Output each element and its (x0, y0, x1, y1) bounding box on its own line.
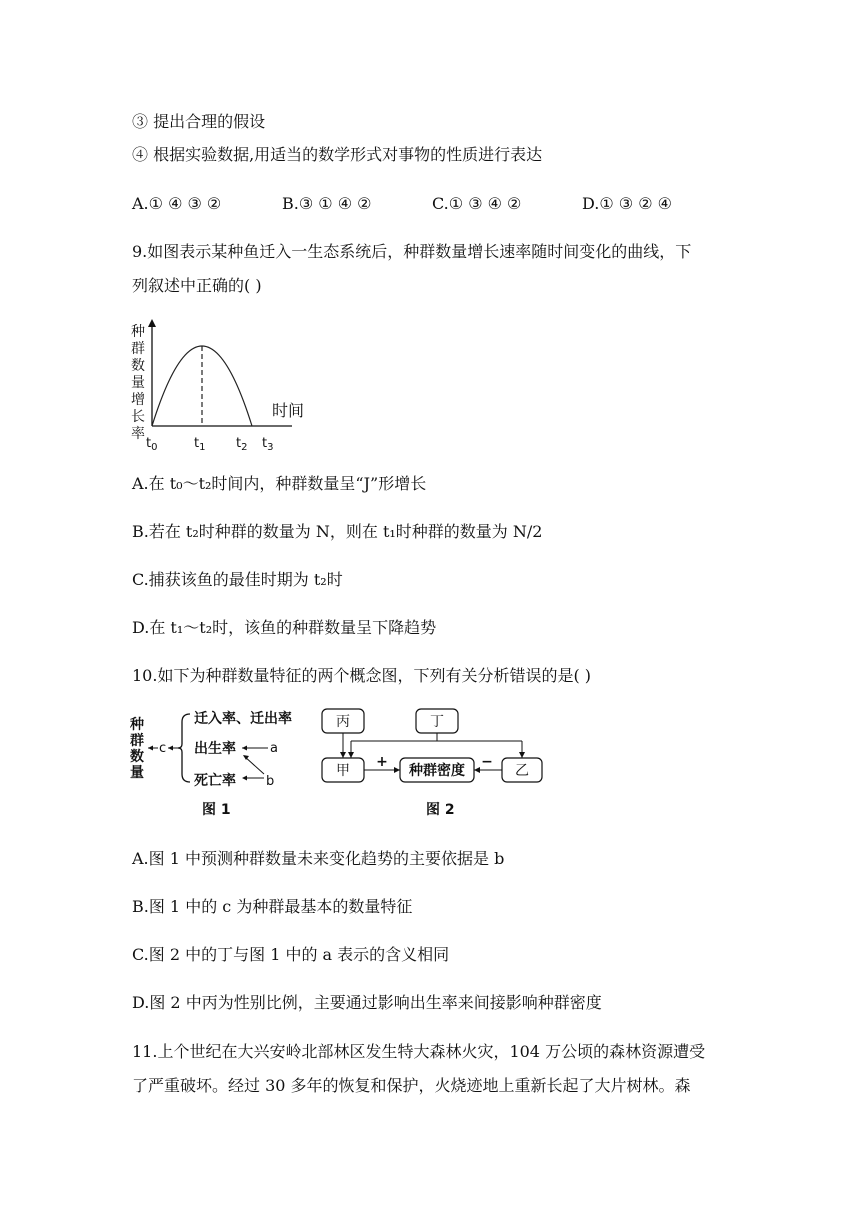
q8-item-3: ③ 提出合理的假设 (132, 112, 266, 131)
q10-fig1-birth-rate: 出生率 (194, 741, 236, 757)
q10-fig2-yi: 乙 (515, 763, 529, 779)
q10-option-a: A.图 1 中预测种群数量未来变化趋势的主要依据是 b (132, 849, 505, 868)
q8-option-d: D.① ③ ② ④ (582, 194, 672, 213)
q9-x-label: 时间 (272, 401, 305, 420)
q10-fig2-minus: − (481, 754, 493, 770)
q10-fig2-arrowhead (340, 752, 346, 758)
q10-fig2-arrowhead (519, 752, 525, 758)
q9-option-b: B.若在 t₂时种群的数量为 N，则在 t₁时种群的数量为 N/2 (132, 522, 543, 541)
q9-stem-line-1: 9.如图表示某种鱼迁入一生态系统后，种群数量增长速率随时间变化的曲线，下 (132, 242, 692, 261)
q10-figure-2 (316, 704, 552, 820)
q9-growth-rate-figure (124, 316, 324, 456)
q10-fig1-c: c (159, 741, 167, 756)
q9-tick-t1: $t_1$ (194, 436, 206, 453)
q10-fig1-a: a (270, 741, 278, 756)
q9-y-axis-arrow (148, 319, 156, 327)
q9-y-label-char: 种 (131, 324, 145, 340)
q10-fig2-plus: + (376, 754, 388, 770)
q9-stem-line-2: 列叙述中正确的( ) (132, 276, 262, 295)
q10-fig1-arrow-b-birth (244, 756, 264, 774)
q8-item-4: ④ 根据实验数据,用适当的数学形式对事物的性质进行表达 (132, 145, 543, 164)
q10-fig1-arrowhead (168, 746, 173, 751)
q11-stem-line-1: 11.上个世纪在大兴安岭北部林区发生特大森林火灾，104 万公顷的森林资源遭受 (132, 1042, 706, 1061)
q9-option-a: A.在 t₀～t₂时间内，种群数量呈“J”形增长 (132, 474, 427, 493)
q8-option-a: A.① ④ ③ ② (132, 194, 222, 213)
q9-y-label-char: 数 (131, 358, 145, 374)
q9-y-label-char: 量 (131, 375, 145, 391)
q10-option-d: D.图 2 中丙为性别比例，主要通过影响出生率来间接影响种群密度 (132, 993, 602, 1012)
q10-fig2-density: 种群密度 (409, 763, 465, 779)
q11-stem-line-2: 了严重破坏。经过 30 多年的恢复和保护，火烧迹地上重新长起了大片树林。森 (132, 1076, 691, 1095)
q10-fig1-death-rate: 死亡率 (194, 773, 236, 789)
q10-fig1-caption: 图 1 (202, 802, 231, 818)
q9-option-c: C.捕获该鱼的最佳时期为 t₂时 (132, 570, 343, 589)
q10-fig1-arrowhead (148, 746, 153, 751)
q8-option-c: C.① ③ ④ ② (432, 194, 522, 213)
q10-fig1-left-char: 种 (130, 717, 144, 733)
q10-option-c: C.图 2 中的丁与图 1 中的 a 表示的含义相同 (132, 945, 450, 964)
q10-fig1-b: b (266, 774, 275, 789)
q9-y-label-char: 长 (131, 409, 145, 425)
q9-y-label-char: 群 (131, 341, 145, 357)
q10-figure-1 (124, 704, 304, 820)
q10-fig2-arrowhead (394, 767, 400, 773)
q10-fig1-left-char: 数 (130, 749, 144, 765)
q10-fig1-arrowhead (242, 776, 247, 781)
q9-y-label-char: 率 (131, 426, 145, 442)
q9-tick-t2: $t_2$ (236, 436, 248, 453)
q9-y-label (131, 324, 145, 442)
q10-fig2-ding: 丁 (430, 714, 444, 730)
q10-stem: 10.如下为种群数量特征的两个概念图，下列有关分析错误的是( ) (132, 666, 592, 685)
q10-fig1-arrowhead (242, 746, 247, 751)
q10-fig2-caption: 图 2 (426, 802, 455, 818)
q10-fig1-left-char: 量 (130, 765, 144, 781)
q9-tick-t0: $t_0$ (146, 436, 158, 453)
q10-fig2-bing: 丙 (336, 714, 350, 730)
q10-fig2-jia: 甲 (336, 763, 350, 779)
q9-tick-t3: $t_3$ (262, 436, 274, 453)
q10-fig1-left-char: 群 (130, 733, 144, 749)
q10-fig2-arrowhead (348, 752, 354, 758)
q10-option-b: B.图 1 中的 c 为种群最基本的数量特征 (132, 897, 413, 916)
q9-option-d: D.在 t₁～t₂时，该鱼的种群数量呈下降趋势 (132, 618, 437, 637)
q8-options (132, 194, 672, 213)
q10-fig1-left-label (129, 716, 144, 781)
q10-fig1-migration: 迁入率、迁出率 (194, 711, 292, 727)
q9-y-label-char: 增 (131, 392, 145, 408)
q10-fig2-arrowhead (474, 767, 480, 773)
q10-fig1-brace (178, 714, 190, 782)
q8-option-b: B.③ ① ④ ② (282, 194, 372, 213)
